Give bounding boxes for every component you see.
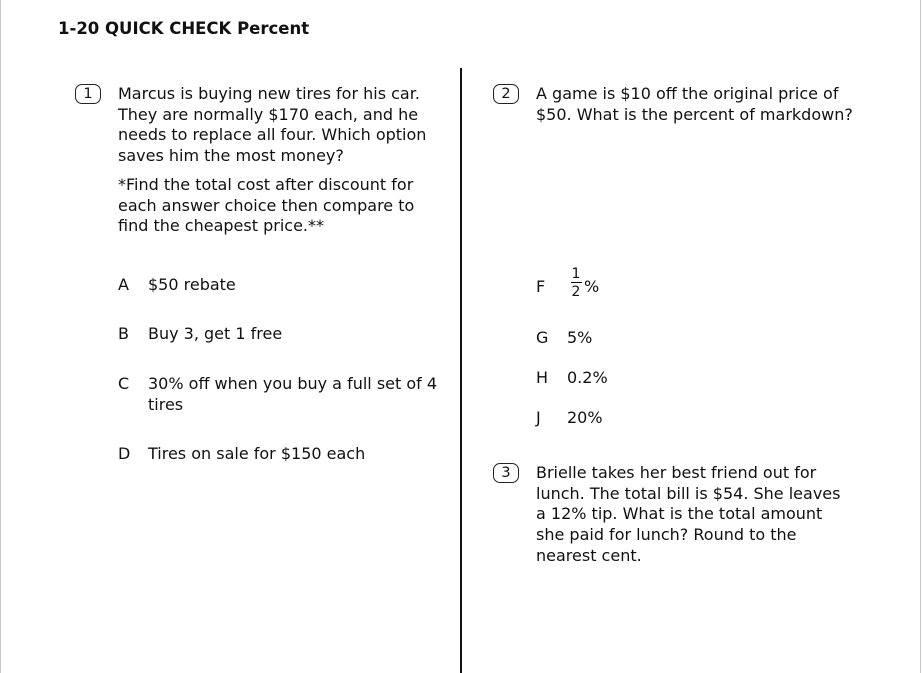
question-2-text (536, 84, 853, 125)
question-3-line: she paid for lunch? Round to the (536, 525, 797, 545)
question-1-note-line: *Find the total cost after discount for (118, 175, 414, 194)
question-3-line: a 12% tip. What is the total amount (536, 504, 823, 524)
column-divider (460, 68, 462, 673)
question-1-line: Marcus is buying new tires for his car. (118, 84, 420, 103)
question-3-line: nearest cent. (536, 545, 642, 565)
choice-b-text: Buy 3, get 1 free (148, 324, 283, 343)
choice-c-text (148, 374, 437, 415)
choice-c-letter: C (118, 374, 130, 393)
choice-j-letter: J (536, 408, 541, 427)
choice-g-letter: G (536, 328, 549, 347)
choice-d-text: Tires on sale for $150 each (148, 444, 366, 463)
choice-a-letter: A (118, 275, 129, 294)
question-3-text (536, 463, 840, 567)
choice-d-letter: D (118, 444, 131, 463)
fraction-denominator: 2 (571, 284, 581, 301)
question-2-line: A game is $10 off the original price of (536, 84, 839, 103)
question-1-note-line: each answer choice then compare to (118, 195, 415, 215)
question-3-number: 3 (493, 463, 519, 483)
question-1-line: saves him the most money? (118, 146, 344, 166)
page-title: 1-20 QUICK CHECK Percent (58, 19, 310, 38)
choice-h-text: 0.2% (567, 368, 608, 387)
choice-a-text: $50 rebate (148, 275, 236, 294)
question-2-line: $50. What is the percent of markdown? (536, 104, 853, 124)
question-2-number: 2 (493, 84, 519, 104)
choice-b-letter: B (118, 324, 129, 343)
question-1-note (118, 175, 414, 237)
choice-c-line: 30% off when you buy a full set of 4 (148, 374, 438, 393)
fraction-bar (571, 282, 582, 283)
question-3-line: lunch. The total bill is $54. She leaves (536, 483, 841, 503)
choice-c-line: tires (148, 394, 184, 414)
question-1-number: 1 (75, 84, 101, 104)
choice-h-letter: H (536, 368, 549, 387)
fraction-numerator: 1 (571, 266, 581, 282)
choice-g-text: 5% (567, 328, 593, 347)
choice-j-text: 20% (567, 408, 603, 427)
question-1-note-line: find the cheapest price.** (118, 216, 324, 236)
choice-f-percent-sign: % (584, 277, 600, 296)
question-1-line: needs to replace all four. Which option (118, 125, 427, 145)
question-1-line: They are normally $170 each, and he (118, 104, 419, 124)
question-3-line: Brielle takes her best friend out for (536, 463, 817, 482)
choice-f-letter: F (536, 277, 546, 296)
choice-f-fraction (566, 267, 586, 299)
question-1-text (118, 84, 426, 167)
